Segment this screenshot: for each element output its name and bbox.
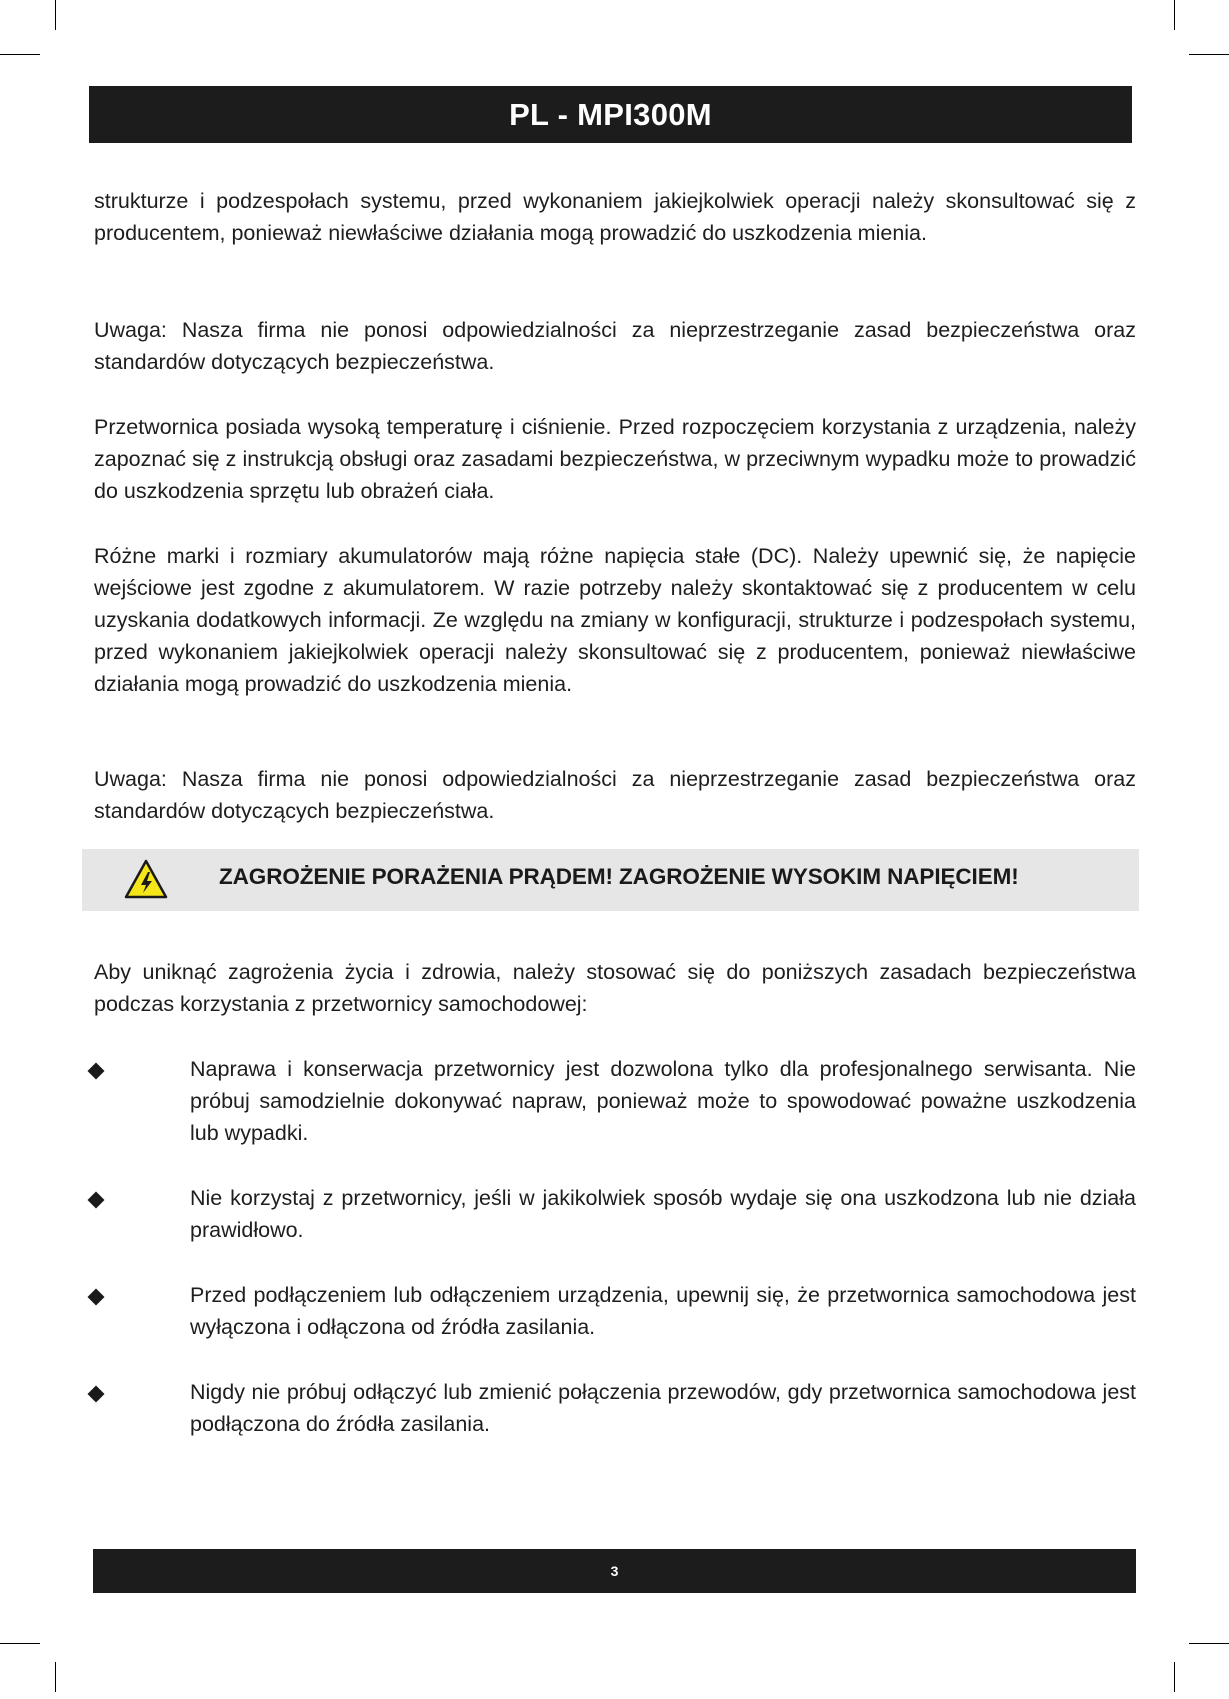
paragraph: strukturze i podzespołach systemu, przed wykonaniem jakiejkolwiek operacji należy skonsultować się z producentem, ponieważ niewłaściwe działania mogą prowadzić do uszkodzenia mienia. [94,189,1136,245]
high-voltage-warning-icon [124,858,168,900]
list-item: Przed podłączeniem lub odłączeniem urządzenia, upewnij się, że przetwornica samochodowa jest wyłączona i odłączona od źródła zasilania. [190,1283,1136,1339]
crop-mark [0,54,40,55]
crop-mark [1189,54,1229,55]
diamond-bullet-icon [88,1289,105,1306]
crop-mark [55,0,56,30]
list-item: Nigdy nie próbuj odłączyć lub zmienić połączenia przewodów, gdy przetwornica samochodowa jest podłączona do źródła zasilania. [190,1380,1136,1436]
list-item: Naprawa i konserwacja przetwornicy jest dozwolona tylko dla profesjonalnego serwisanta. Nie próbuj samodzielnie dokonywać napraw, ponieważ może to spowodować poważne uszkodzenia lub wypadki. [190,1057,1136,1145]
page-title: PL - MPI300M [509,96,712,132]
crop-mark [1174,0,1175,30]
crop-mark [1174,1662,1175,1692]
paragraph: Różne marki i rozmiary akumulatorów mają różne napięcia stałe (DC). Należy upewnić się, że napięcie wejściowe jest zgodne z akumulatorem. W razie potrzeby należy skontaktować się z producentem w celu uzyskania dodatkowych informacji. Ze względu na zmiany w konfiguracji, strukturze i podzespołach systemu, przed wykonaniem jakiejkolwiek operacji należy skonsultować się z producentem, ponieważ niewłaściwe działania mogą prowadzić do uszkodzenia mienia. [94,544,1136,696]
diamond-bullet-icon [88,1063,105,1080]
crop-mark [55,1662,56,1692]
intro-paragraph: Aby uniknąć zagrożenia życia i zdrowia, należy stosować się do poniższych zasadach bezpieczeństwa podczas korzystania z przetwornicy samochodowej: [94,960,1136,1016]
warning-text: ZAGROŻENIE PORAŻENIA PRĄDEM! ZAGROŻENIE WYSOKIM NAPIĘCIEM! [219,864,1019,889]
footer-bar [93,1549,1136,1593]
page-number: 3 [610,1563,619,1579]
note-paragraph: Uwaga: Nasza firma nie ponosi odpowiedzialności za nieprzestrzeganie zasad bezpieczeństwa oraz standardów dotyczących bezpieczeństwa. [94,767,1136,823]
paragraph: Przetwornica posiada wysoką temperaturę i ciśnienie. Przed rozpoczęciem korzystania z urządzenia, należy zapoznać się z instrukcją obsługi oraz zasadami bezpieczeństwa, w przeciwnym wypadku może to prowadzić do uszkodzenia sprzętu lub obrażeń ciała. [94,415,1136,503]
crop-mark [0,1643,40,1644]
list-item: Nie korzystaj z przetwornicy, jeśli w jakikolwiek sposób wydaje się ona uszkodzona lub nie działa prawidłowo. [190,1186,1136,1242]
diamond-bullet-icon [88,1192,105,1209]
diamond-bullet-icon [88,1386,105,1403]
note-paragraph: Uwaga: Nasza firma nie ponosi odpowiedzialności za nieprzestrzeganie zasad bezpieczeństwa oraz standardów dotyczących bezpieczeństwa. [94,318,1136,374]
header-bar [89,86,1132,143]
crop-mark [1189,1643,1229,1644]
